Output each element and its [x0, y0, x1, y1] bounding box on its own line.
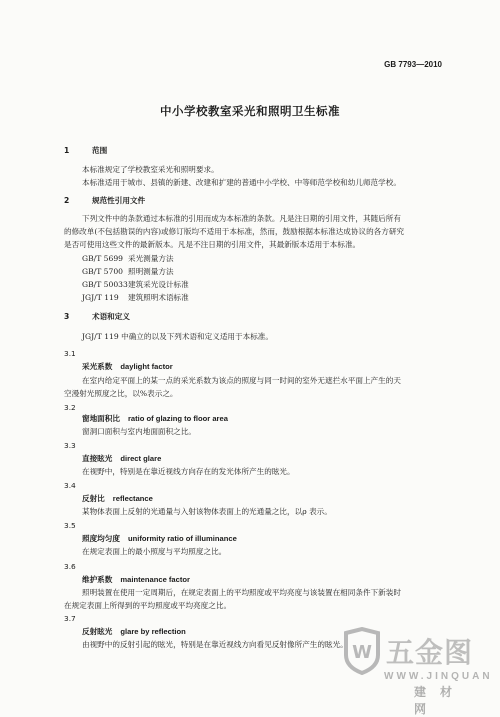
term-definition: 空漫射光照度之比，以%表示之。 [64, 389, 178, 398]
svg-text:W: W [352, 642, 372, 663]
term-definition: 在室内给定平面上的某一点的采光系数为该点的照度与同一时间的室外无遮拦水平面上产生的天 [82, 376, 401, 385]
term-heading: 窗地面积比 ratio of glazing to floor area [82, 414, 228, 423]
term-definition: 在视野中，特别是在靠近视线方向存在的发光体所产生的眩光。 [82, 467, 295, 476]
term-number: 3.5 [64, 521, 76, 530]
term-definition: 在规定表面上所得到的平均照度或平均亮度之比。 [64, 601, 232, 610]
section-1-para-1: 本标准规定了学校教室采光和照明要求。 [82, 165, 219, 174]
reference-item: GB/T 5700 照明测量方法 [82, 267, 174, 276]
section-1-para-2: 本标准适用于城市、县镇的新建、改建和扩建的普通中小学校、中等师范学校和幼儿师范学校。 [82, 178, 401, 187]
term-number: 3.3 [64, 441, 76, 450]
watermark-tagline: 建材网 [414, 685, 467, 716]
watermark-logo-icon [340, 627, 384, 675]
reference-item: JGJ/T 119 建筑照明术语标准 [82, 293, 189, 302]
term-definition: 某物体表面上反射的光通量与入射该物体表面上的光通量之比，以ρ 表示。 [82, 507, 332, 516]
term-definition: 照明装置在使用一定周期后，在规定表面上的平均照度或平均亮度与该装置在相同条件下新装时 [82, 588, 401, 597]
term-definition: 在规定表面上的最小照度与平均照度之比。 [82, 547, 227, 556]
term-definition: 由视野中的反射引起的眩光，特别是在靠近视线方向看见反射像所产生的眩光。 [82, 640, 348, 649]
document-title: 中小学校教室采光和照明卫生标准 [160, 104, 340, 118]
term-heading: 照度均匀度 uniformity ratio of illuminance [82, 534, 237, 543]
section-1-heading: 1 范围 [64, 146, 108, 155]
term-heading: 反射比 reflectance [82, 494, 153, 503]
term-heading: 直接眩光 direct glare [82, 454, 162, 463]
term-heading: 反射眩光 glare by reflection [82, 627, 186, 636]
site-watermark [340, 627, 493, 716]
term-definition: 窗洞口面积与室内地面面积之比。 [82, 427, 196, 436]
term-number: 3.6 [64, 562, 76, 571]
term-number: 3.2 [64, 403, 76, 412]
term-number: 3.1 [64, 349, 76, 358]
term-heading: 采光系数 daylight factor [82, 362, 173, 371]
term-number: 3.7 [64, 614, 76, 623]
watermark-brand: 五金图 [386, 636, 474, 669]
section-3-heading: 3 术语和定义 [64, 312, 130, 321]
section-2-para-line-1: 下列文件中的条款通过本标准的引用而成为本标准的条款。凡是注日期的引用文件，其随后所有 [82, 214, 401, 223]
reference-item: GB/T 5699 采光测量方法 [82, 254, 174, 263]
reference-item: GB/T 50033建筑采光设计标准 [82, 280, 189, 289]
section-3-intro: JGJ/T 119 中确立的以及下列术语和定义适用于本标准。 [82, 332, 273, 341]
term-heading: 维护系数 maintenance factor [82, 575, 191, 584]
standard-code: GB 7793—2010 [384, 60, 442, 69]
watermark-domain: WWW.JINQUAN [384, 671, 493, 682]
term-number: 3.4 [64, 481, 76, 490]
section-2-para-line-3: 是否可使用这些文件的最新版本。凡是不注日期的引用文件，其最新版本适用于本标准。 [64, 240, 361, 249]
section-2-heading: 2 规范性引用文件 [64, 196, 146, 205]
section-2-para-line-2: 的修改单(不包括勘误的内容)或修订版均不适用于本标准，然而，鼓励根据本标准达成协议的各方研究 [64, 227, 405, 236]
